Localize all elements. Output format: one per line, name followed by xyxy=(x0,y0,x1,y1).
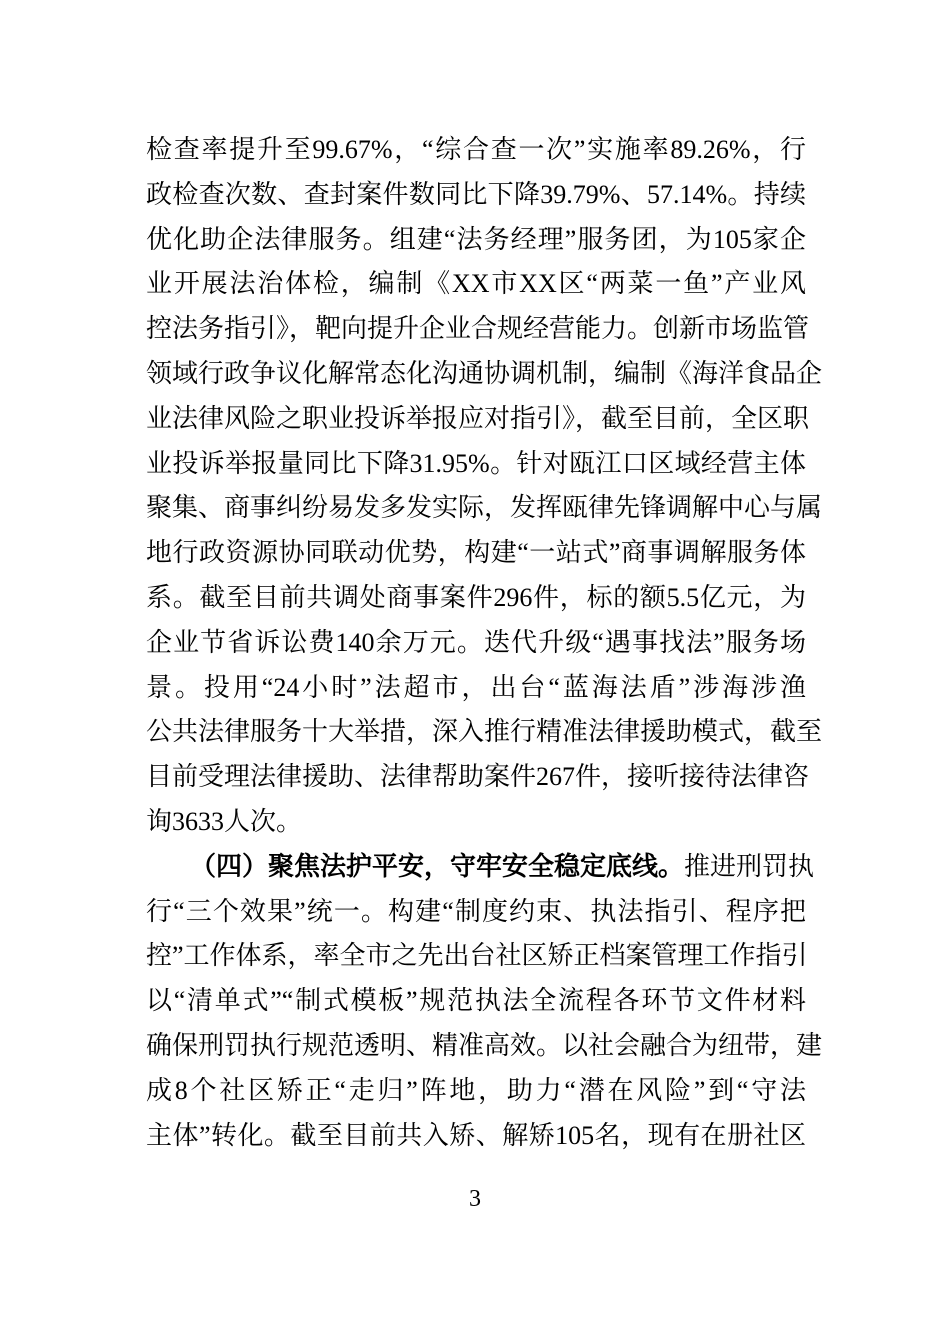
text-line: 成8个社区矫正“走归”阵地，助力“潜在风险”到“守法 xyxy=(146,1075,806,1105)
text-line: 目前受理法律援助、法律帮助案件267件，接听接待法律咨 xyxy=(146,762,810,792)
text-span: 推进刑罚执 xyxy=(684,851,815,881)
text-line: 企业节省诉讼费140余万元。迭代升级“遇事找法”服务场 xyxy=(146,627,806,657)
text-line: 政检查次数、查封案件数同比下降39.79%、57.14%。持续 xyxy=(146,179,806,209)
text-line: 业开展法治体检，编制《XX市XX区“两菜一鱼”产业风 xyxy=(146,269,806,299)
text-line: 确保刑罚执行规范透明、精准高效。以社会融合为纽带，建 xyxy=(146,1030,823,1060)
text-line: 优化助企法律服务。组建“法务经理”服务团，为105家企 xyxy=(146,224,806,254)
page-number: 3 xyxy=(469,1186,481,1212)
text-line: 检查率提升至99.67%，“综合查一次”实施率89.26%，行 xyxy=(146,135,806,164)
text-line: 询3633人次。 xyxy=(146,806,303,836)
text-line: 业法律风险之职业投诉举报应对指引》，截至目前，全区职 xyxy=(146,403,810,433)
text-line: 以“清单式”“制式模板”规范执法全流程各环节文件材料 xyxy=(146,986,806,1016)
paragraph-1 xyxy=(146,128,823,845)
text-line: 业投诉举报量同比下降31.95%。针对瓯江口区域经营主体 xyxy=(146,448,806,478)
paragraph-2 xyxy=(146,845,823,1159)
text-line: 地行政资源协同联动优势，构建“一站式”商事调解服务体 xyxy=(146,538,806,568)
text-line: 聚集、商事纠纷易发多发实际，发挥瓯律先锋调解中心与属 xyxy=(146,493,823,523)
document-body xyxy=(146,128,823,1158)
text-line: 主体”转化。截至目前共入矫、解矫105名，现有在册社区 xyxy=(146,1120,806,1150)
text-line: 控法务指引》，靶向提升企业合规经营能力。创新市场监管 xyxy=(146,314,810,344)
text-line: 领域行政争议化解常态化沟通协调机制，编制《海洋食品企 xyxy=(146,358,823,388)
section-heading: （四）聚焦法护平安，守牢安全稳定底线。 xyxy=(190,851,685,881)
text-line: 公共法律服务十大举措，深入推行精准法律援助模式，截至 xyxy=(146,717,823,747)
text-line: 系。截至目前共调处商事案件296件，标的额5.5亿元，为 xyxy=(146,582,806,612)
text-line: 控”工作体系，率全市之先出台社区矫正档案管理工作指引 xyxy=(146,941,808,971)
text-line xyxy=(146,845,815,890)
text-line: 行“三个效果”统一。构建“制度约束、执法指引、程序把 xyxy=(146,896,806,926)
text-line: 景。投用“24小时”法超市，出台“蓝海法盾”涉海涉渔 xyxy=(146,672,806,702)
